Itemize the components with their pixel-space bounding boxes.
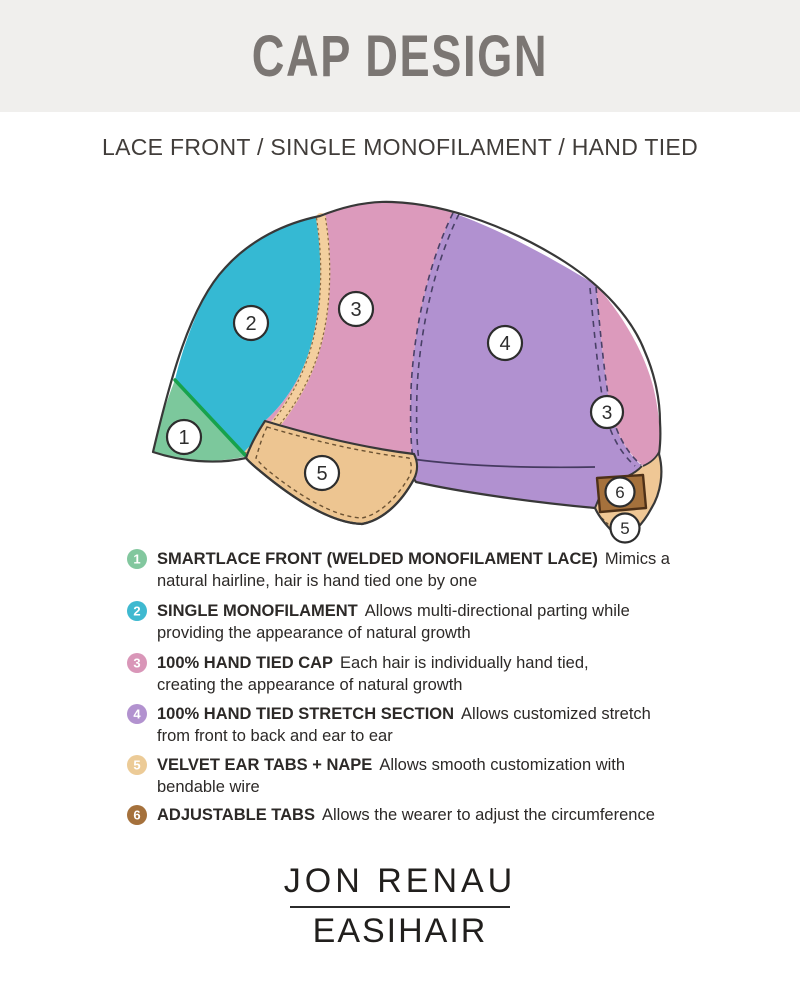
legend-badge-2 — [127, 601, 147, 621]
legend-heading-1: SMARTLACE FRONT (WELDED MONOFILAMENT LACE) — [157, 550, 598, 568]
brand-name: JON RENAU — [283, 862, 517, 900]
legend-badge-6 — [127, 805, 147, 825]
legend-desc-3-line2: creating the appearance of natural growth — [157, 676, 463, 694]
legend-heading-3: 100% HAND TIED CAP — [157, 654, 334, 672]
legend-badge-4 — [127, 704, 147, 724]
badge-3-front-number: 3 — [350, 299, 362, 321]
legend-desc-1-line2: natural hairline, hair is hand tied one by one — [157, 572, 478, 590]
legend-desc-2-line1: Allows multi-directional parting while — [364, 602, 630, 620]
legend-desc-4-line2: from front to back and ear to ear — [157, 727, 393, 745]
logo-divider — [290, 906, 510, 908]
legend-heading-5: VELVET EAR TABS + NAPE — [157, 756, 373, 774]
legend-desc-5-line2: bendable wire — [157, 778, 260, 796]
badge-6-number: 6 — [615, 483, 625, 502]
badge-3-back-number: 3 — [601, 403, 613, 424]
legend-desc-2-line2: providing the appearance of natural growth — [157, 624, 471, 642]
legend-desc-6-line1: Allows the wearer to adjust the circumference — [321, 806, 655, 824]
badge-2-number: 2 — [245, 313, 257, 335]
legend-desc-4-line1: Allows customized stretch — [461, 705, 651, 723]
page-title: CAP DESIGN — [251, 23, 549, 89]
legend-badge-1 — [127, 549, 147, 569]
legend-heading-4: 100% HAND TIED STRETCH SECTION — [157, 705, 455, 723]
legend-desc-1-line1: Mimics a — [604, 550, 670, 568]
legend-heading-2: SINGLE MONOFILAMENT — [157, 602, 358, 620]
brand-logo — [0, 862, 800, 951]
svg-text:4: 4 — [133, 706, 141, 722]
svg-text:1: 1 — [133, 551, 141, 567]
badge-4-number: 4 — [499, 333, 511, 355]
brand-subname: EASIHAIR — [312, 912, 488, 950]
svg-text:6: 6 — [133, 807, 141, 823]
legend-badge-5 — [127, 755, 147, 775]
legend-badge-3 — [127, 653, 147, 673]
cap-diagram — [130, 190, 690, 550]
legend-desc-5-line1: Allows smooth customization with — [379, 756, 626, 774]
legend-desc-3-line1: Each hair is individually hand tied, — [340, 654, 589, 672]
svg-text:2: 2 — [133, 603, 141, 619]
subtitle: LACE FRONT / SINGLE MONOFILAMENT / HAND TIED — [102, 134, 698, 160]
svg-text:5: 5 — [133, 757, 141, 773]
svg-text:3: 3 — [133, 655, 141, 671]
legend — [127, 544, 727, 834]
header-band — [0, 0, 800, 112]
badge-1-number: 1 — [178, 427, 190, 449]
legend-heading-6: ADJUSTABLE TABS — [157, 806, 315, 824]
badge-5-ear-number: 5 — [316, 463, 328, 485]
badge-5-nape-number: 5 — [620, 519, 630, 538]
